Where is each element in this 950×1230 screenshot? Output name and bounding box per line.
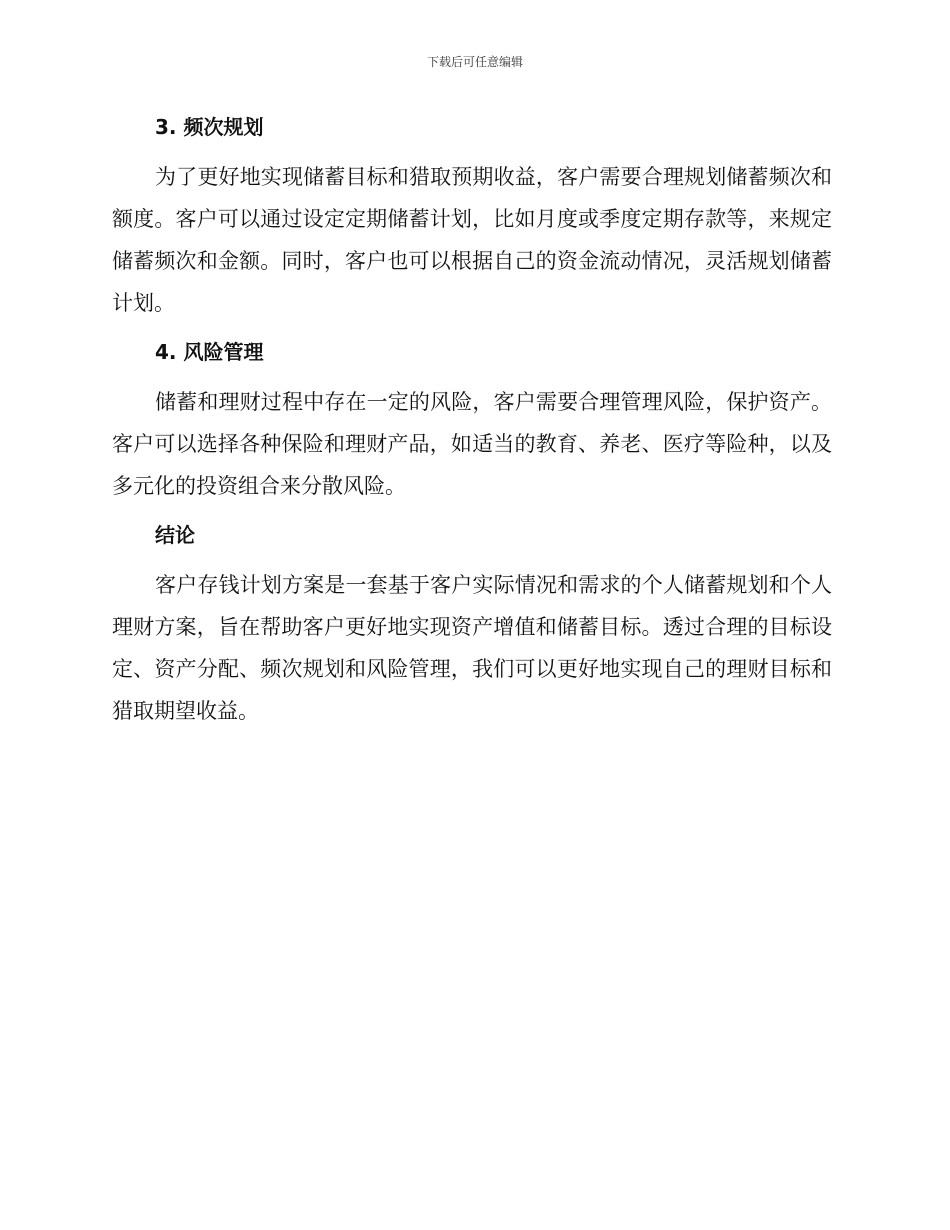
section-heading-conclusion: 结论 [155, 523, 195, 547]
paragraph-spacing [112, 324, 832, 335]
section-frequency-planning [112, 110, 832, 324]
section-paragraph-conclusion: 客户存钱计划方案是一套基于客户实际情况和需求的个人储蓄规划和个人理财方案，旨在帮助客户更好地实现资产增值和储蓄目标。透过合理的目标设定、资产分配、频次规划和风险管理，我们可以更好地实现自己的理财目标和猎取期望收益。 [112, 573, 832, 723]
section-heading-risk-management: 4. 风险管理 [155, 340, 264, 364]
section-paragraph-frequency-planning: 为了更好地实现储蓄目标和猎取预期收益，客户需要合理规划储蓄频次和额度。客户可以通过设定定期储蓄计划，比如月度或季度定期存款等，来规定储蓄频次和金额。同时，客户也可以根据自己的资金流动情况，灵活规划储蓄计划。 [112, 165, 832, 315]
section-paragraph-risk-management: 储蓄和理财过程中存在一定的风险，客户需要合理管理风险，保护资产。客户可以选择各种保险和理财产品，如适当的教育、养老、医疗等险种，以及多元化的投资组合来分散风险。 [112, 390, 832, 498]
heading-spacing [112, 369, 832, 381]
section-risk-management [112, 335, 832, 507]
section-conclusion [112, 518, 832, 732]
paragraph-spacing [112, 507, 832, 518]
page-header: 下载后可任意编辑 [426, 55, 523, 69]
section-heading-frequency-planning: 3. 频次规划 [155, 115, 264, 139]
heading-spacing [112, 144, 832, 156]
heading-spacing [112, 552, 832, 564]
document-content [112, 110, 832, 732]
